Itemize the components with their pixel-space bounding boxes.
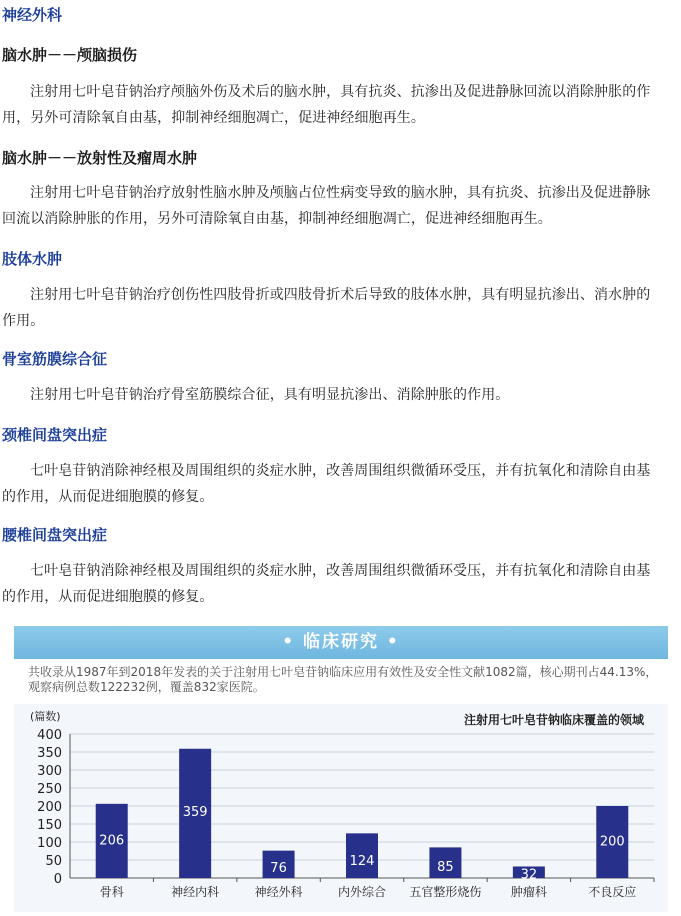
bar-value-label: 76 (270, 861, 287, 877)
section-title: 神经外科 (2, 6, 63, 24)
paragraph-line: 用，另外可清除氧自由基，抑制神经细胞凋亡，促进神经细胞再生。 (2, 110, 425, 126)
paragraph-brain-edema-injury (2, 79, 678, 131)
paragraph-line: 作用。 (2, 313, 45, 329)
paragraph-line: 注射用七叶皂苷钠治疗颅脑外伤及术后的脑水肿，具有抗炎、抗渗出及促进静脉回流以消除肿胀的作 (30, 84, 651, 100)
x-tick-label: 神经内科 (171, 885, 220, 899)
paragraph-line: 的作用，从而促进细胞膜的修复。 (2, 589, 214, 605)
y-tick-label: 400 (37, 728, 62, 743)
paragraph-line: 回流以消除肿胀的作用，另外可清除氧自由基，抑制神经细胞凋亡，促进神经细胞再生。 (2, 211, 552, 227)
bar-value-label: 32 (520, 867, 538, 883)
bar-value-label: 200 (599, 834, 625, 850)
heading-lumbar-disc: 腰椎间盘突出症 (2, 526, 108, 544)
paragraph-line: 七叶皂苷钠消除神经根及周围组织的炎症水肿，改善周围组织微循环受压，并有抗氧化和清除自由基 (30, 463, 651, 479)
y-tick-label: 250 (37, 782, 62, 797)
x-tick-label: 骨科 (99, 885, 124, 899)
heading-brain-edema-injury: 脑水肿－－颅脑损伤 (2, 46, 138, 64)
x-tick-label: 不良反应 (588, 885, 637, 899)
y-tick-label: 0 (53, 872, 62, 887)
heading-cervical-disc: 颈椎间盘突出症 (2, 426, 108, 444)
heading-compartment-syndrome: 骨室筋膜综合征 (2, 350, 108, 368)
chart-title: 注射用七叶皂苷钠临床覆盖的领域 (463, 713, 644, 727)
paragraph-line: 注射用七叶皂苷钠治疗放射性脑水肿及颅脑占位性病变导致的脑水肿，具有抗炎、抗渗出及促进静脉 (30, 185, 651, 201)
heading-limb-edema: 肢体水肿 (2, 250, 63, 268)
y-tick-label: 200 (37, 800, 62, 815)
paragraph-compartment-syndrome (2, 382, 678, 408)
y-tick-label: 50 (45, 854, 62, 869)
x-tick-label: 内外综合 (337, 885, 387, 899)
bar-value-label: 124 (349, 854, 375, 870)
y-tick-label: 100 (37, 836, 62, 851)
chart-container (14, 704, 668, 912)
heading-brain-edema-radiation: 脑水肿－－放射性及瘤周水肿 (2, 149, 198, 167)
clinical-study-figure (14, 626, 668, 912)
x-tick-label: 神经外科 (254, 885, 303, 899)
paragraph-line: 注射用七叶皂苷钠治疗骨室筋膜综合征，具有明显抗渗出、消除肿胀的作用。 (30, 387, 510, 403)
paragraph-line: 的作用，从而促进细胞膜的修复。 (2, 489, 214, 505)
paragraph-line: 七叶皂苷钠消除神经根及周围组织的炎症水肿，改善周围组织微循环受压，并有抗氧化和清除自由基 (30, 563, 651, 579)
paragraph-cervical-disc (2, 458, 678, 510)
y-axis-label: (篇数) (30, 710, 61, 723)
figure-banner-title: • 临床研究 • (282, 632, 400, 652)
y-tick-label: 300 (37, 764, 62, 779)
bar-value-label: 359 (182, 804, 208, 820)
paragraph-lumbar-disc (2, 558, 678, 610)
bar-value-label: 85 (437, 859, 454, 875)
x-tick-label: 五官整形烧伤 (409, 885, 482, 899)
paragraph-brain-edema-radiation (2, 180, 678, 232)
paragraph-limb-edema (2, 282, 678, 334)
y-tick-label: 350 (37, 746, 62, 761)
bar-chart (14, 704, 668, 912)
y-tick-label: 150 (37, 818, 62, 833)
figure-description: 共收录从1987年到2018年发表的关于注射用七叶皂苷钠临床应用有效性及安全性文献1082篇，核心期刊占44.13%，观察病例总数122232例，覆盖832家医院。 (28, 665, 658, 694)
x-tick-label: 肿瘤科 (510, 885, 547, 899)
bar-value-label: 206 (99, 833, 125, 849)
paragraph-line: 注射用七叶皂苷钠治疗创伤性四肢骨折或四肢骨折术后导致的肢体水肿，具有明显抗渗出、消水肿的 (30, 287, 651, 303)
